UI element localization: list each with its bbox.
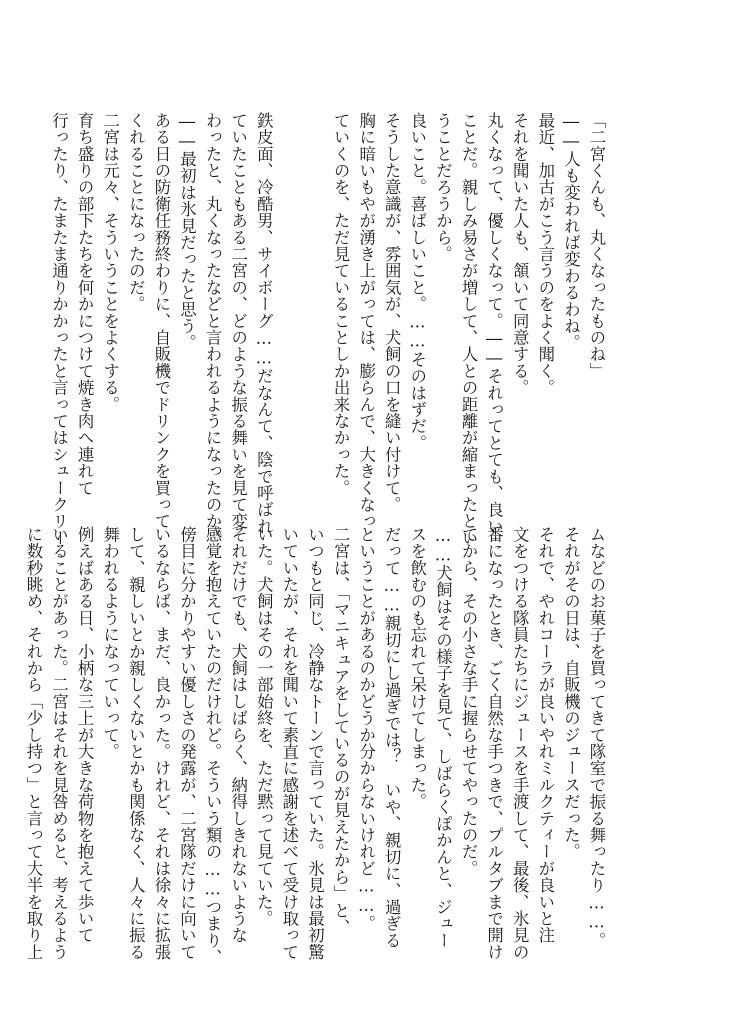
text-line: して、親しいとか親しくないとかも関係なく、人々に振る <box>126 526 146 961</box>
text-line: ……犬飼はその様子を見て、しばらくぽかんと、ジュー <box>433 526 453 949</box>
text-line: に数秒眺め、それから「少し持つ」と言って大半を取り上 <box>23 526 43 961</box>
text-line: いていたが、それを聞いて素直に感謝を述べて受け取って <box>279 526 299 961</box>
lower-text-block <box>23 526 609 966</box>
text-line: 良いこと。喜ばしいこと。……そのはずだ。 <box>407 112 427 452</box>
text-line: それで、やれコーラが良いやれミルクティーが良いと注 <box>535 526 555 944</box>
upper-text-block <box>49 112 609 547</box>
text-line: 胸に暗いもやが湧き上がっては、膨らんで、大きくなっ <box>356 112 376 530</box>
text-line: 文をつける隊員たちにジュースを手渡して、最後、氷見の <box>510 526 530 961</box>
text-line: ていたこともある二宮の、どのような振る舞いを見て変 <box>228 112 248 530</box>
text-line: ことだ。親しみ易さが増して、人との距離が縮まったとい <box>459 112 479 547</box>
text-line: 丸くなって、優しくなって。――それってとても、良い <box>484 112 504 535</box>
blank-line <box>302 112 328 512</box>
text-line: ということがあるのかどうか分からないけれど……。 <box>356 526 376 932</box>
text-line: ある日の防衛任務終わりに、自販機でドリンクを買って <box>151 112 171 530</box>
text-line: くれることになったのだ。 <box>126 112 146 313</box>
text-line: そうした意識が、雰囲気が、犬飼の口を縫い付けて。 <box>382 112 402 513</box>
text-line: てから、その小さな手に握らせてやったのだ。 <box>459 526 479 877</box>
text-line: それだけでも、犬飼はしばらく、納得しきれないような <box>228 526 248 944</box>
text-line: 傍目に分かりやすい優しさの発露が、二宮隊だけに向いて <box>177 526 197 961</box>
text-line: ムなどのお菓子を買ってきて隊室で振る舞ったり……。 <box>587 526 606 949</box>
text-line: ――最初は氷見だったと思う。 <box>177 112 197 351</box>
text-line: 「二宮くんも、丸くなったものね」 <box>587 112 606 380</box>
text-line: 感覚を抱えていたのだけれど。そういう類の……つまり、 <box>203 526 223 966</box>
text-line: 番になったとき、ごく自然な手つきで、プルタブまで開け <box>484 526 504 961</box>
text-line: それがその日は、自販機のジュースだった。 <box>561 526 581 860</box>
text-line: 例えばある日、小柄な三上が大きな荷物を抱えて歩いて <box>75 526 95 944</box>
text-line: 二宮は元々、そういうことをよくする。 <box>100 112 120 413</box>
text-line: いつもと同じ、冷静なトーンで言っていた。氷見は最初驚 <box>305 526 325 961</box>
text-line: ていくのを、ただ見ていることしか出来なかった。 <box>331 112 351 497</box>
text-line: うことだろうから。 <box>433 112 453 263</box>
text-line: それを聞いた人も、頷いて同意する。 <box>510 112 530 396</box>
blank-line <box>276 112 302 512</box>
text-line: だって……親切にし過ぎでは？ いや、親切に、過ぎる <box>382 526 402 949</box>
text-line: スを飲むのも忘れて呆けてしまった。 <box>407 526 427 810</box>
text-line: ――人も変われば変わるわね。 <box>561 112 581 351</box>
text-line: 最近、加古がこう言うのをよく聞く。 <box>535 112 555 396</box>
text-line: 舞われるようになっていって。 <box>100 526 120 760</box>
text-line: 育ち盛りの部下たちを何かにつけて焼き肉へ連れて <box>75 112 95 497</box>
text-line: わったと、丸くなったなどと言われるようになったのか。 <box>203 112 223 547</box>
text-line: いるならば、まだ、良かった。けれど、それは徐々に拡張 <box>151 526 171 961</box>
text-line: 二宮は、「マニキュアをしているのが見えたから」と、 <box>331 526 351 936</box>
text-line: 鉄皮面、冷酷男、サイボーグ……だなんて、陰で呼ばれ <box>254 112 274 535</box>
text-line: 行ったり、たまたま通りかかったと言ってはシュークリー <box>49 112 69 547</box>
text-line: いた。犬飼はその一部始終を、ただ黙って見ていた。 <box>254 526 274 927</box>
text-line: いることがあった。二宮はそれを見咎めると、考えるよう <box>49 526 69 961</box>
